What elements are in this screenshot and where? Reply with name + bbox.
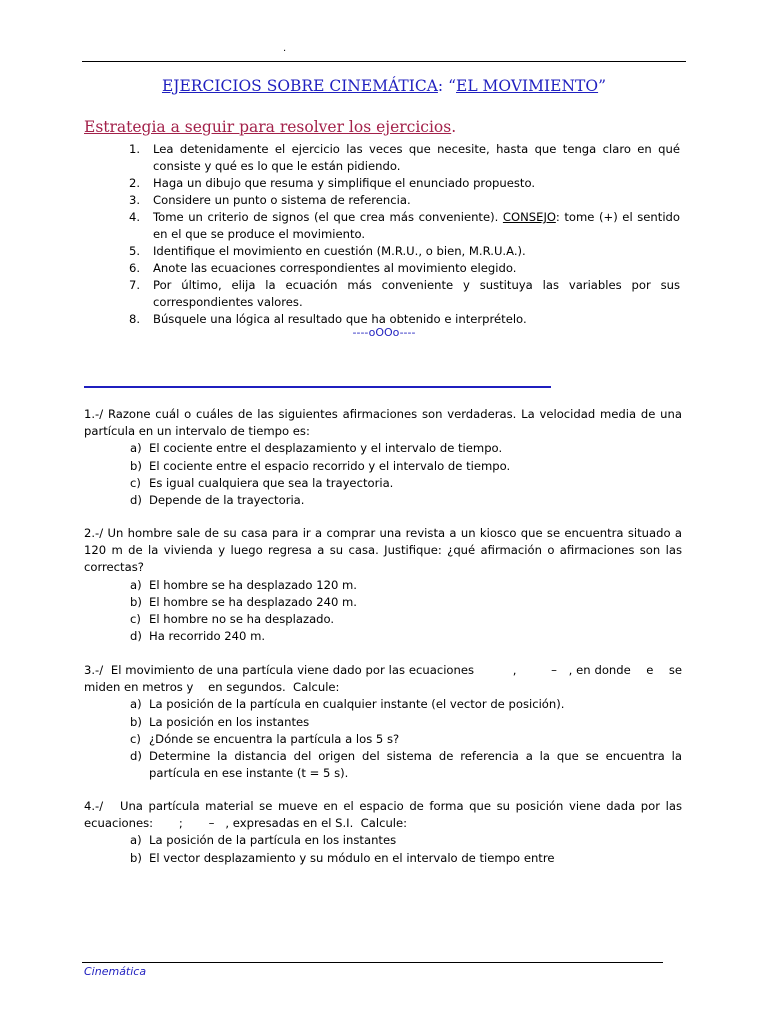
option-text: El cociente entre el desplazamiento y el intervalo de tiempo.: [149, 441, 503, 456]
step-item: [118, 260, 680, 277]
option-letter: c): [130, 475, 141, 490]
option-text: Depende de la trayectoria.: [149, 493, 305, 508]
strategy-heading: [84, 118, 456, 136]
question-intro: 2.-/ Un hombre sale de su casa para ir a comprar una revista a un kiosco que se encuentra situado a 120 m de la vivienda y luego regresa a su casa. Justifique: ¿qué afirmación o afirmaciones son las correctas?: [84, 526, 682, 575]
option-item: [84, 696, 682, 713]
option-text: El hombre se ha desplazado 120 m.: [149, 577, 357, 592]
step-text: Considere un punto o sistema de referencia.: [153, 193, 411, 207]
step-text: Anote las ecuaciones correspondientes al movimiento elegido.: [153, 261, 517, 275]
option-text: El vector desplazamiento y su módulo en el intervalo de tiempo entre: [149, 850, 555, 865]
option-letter: c): [130, 731, 141, 746]
option-text: El hombre no se ha desplazado.: [149, 612, 335, 627]
header-dot: .: [283, 43, 287, 54]
option-item: [84, 594, 682, 611]
option-item: [84, 475, 682, 492]
option-letter: a): [130, 697, 142, 712]
step-item: [118, 209, 680, 243]
question-intro: 3.-/ El movimiento de una partícula viene dado por las ecuaciones , – , en donde e se miden en metros y en segundos. Calcule:: [84, 663, 686, 695]
step-item: [118, 277, 680, 311]
option-letter: b): [130, 714, 142, 729]
title-sep: : “: [437, 77, 456, 95]
option-item: [84, 714, 682, 731]
option-text: La posición de la partícula en los instantes: [149, 833, 397, 848]
option-item: [84, 850, 682, 867]
step-text: Identifique el movimiento en cuestión (M.R.U., o bien, M.R.U.A.).: [153, 244, 526, 258]
page-title: [0, 77, 768, 95]
option-item: [84, 577, 682, 594]
question-intro: 4.-/ Una partícula material se mueve en el espacio de forma que su posición viene dada por las ecuaciones: ; – , expresadas en el S.I. Calcule:: [84, 799, 686, 831]
step-number: 3.: [129, 193, 141, 207]
step-number: 4.: [129, 210, 141, 224]
step-number: 7.: [129, 278, 141, 292]
footer-rule: [82, 962, 663, 963]
option-item: [84, 628, 682, 645]
option-letter: b): [130, 458, 142, 473]
option-text: Determine la distancia del origen del sistema de referencia a la que se encuentra la partícula en ese instante (t = 5 s).: [149, 749, 682, 781]
option-letter: a): [130, 833, 142, 848]
option-text: La posición en los instantes: [149, 714, 310, 729]
option-letter: b): [130, 594, 142, 609]
title-part1: EJERCICIOS SOBRE CINEMÁTICA: [161, 77, 438, 95]
step-item: [118, 243, 680, 260]
step-text: Lea detenidamente el ejercicio las veces que necesite, hasta que tenga claro en qué consiste y qué es lo que le están pidiendo.: [153, 142, 680, 173]
option-item: [84, 748, 682, 782]
step-text: Haga un dibujo que resuma y simplifique el enunciado propuesto.: [153, 176, 536, 190]
step-text: Búsquele una lógica al resultado que ha obtenido e interprételo.: [153, 312, 527, 326]
step-number: 2.: [129, 176, 141, 190]
option-item: [84, 611, 682, 628]
question-3: [84, 662, 686, 782]
step-number: 6.: [129, 261, 141, 275]
step-text-before: Tome un criterio de signos (el que crea más conveniente).: [153, 210, 503, 224]
option-item: [84, 492, 682, 509]
option-text: La posición de la partícula en cualquier instante (el vector de posición).: [149, 697, 565, 712]
step-item: [118, 175, 680, 192]
consejo-label: CONSEJO: [502, 210, 556, 224]
option-letter: b): [130, 850, 142, 865]
option-text: El hombre se ha desplazado 240 m.: [149, 594, 357, 609]
step-item: [118, 192, 680, 209]
footer-label: Cinemática: [84, 965, 147, 978]
question-4: [84, 798, 686, 867]
strategy-heading-end: .: [451, 118, 457, 136]
step-text-after: : tome (+) el sentido en el que se produce el movimiento.: [153, 210, 680, 241]
step-text: Por último, elija la ecuación más conveniente y sustituya las variables por sus correspondientes valores.: [153, 278, 680, 309]
step-number: 8.: [129, 312, 141, 326]
option-letter: a): [130, 441, 142, 456]
option-text: El cociente entre el espacio recorrido y el intervalo de tiempo.: [149, 458, 511, 473]
option-text: Ha recorrido 240 m.: [149, 629, 266, 644]
option-letter: d): [130, 493, 142, 508]
option-item: [84, 731, 682, 748]
question-1: [84, 406, 682, 509]
option-item: [84, 458, 682, 475]
blue-divider: [84, 386, 551, 388]
option-letter: c): [130, 612, 141, 627]
option-item: [84, 832, 682, 849]
option-letter: a): [130, 577, 142, 592]
option-letter: d): [130, 629, 142, 644]
option-text: ¿Dónde se encuentra la partícula a los 5 s?: [149, 731, 400, 746]
step-number: 1.: [129, 142, 141, 156]
option-letter: d): [130, 749, 142, 764]
header-rule: [82, 61, 686, 62]
strategy-heading-text: Estrategia a seguir para resolver los ejercicios: [84, 118, 452, 136]
step-number: 5.: [129, 244, 141, 258]
section-separator: ----oOOo----: [352, 326, 416, 339]
question-intro: 1.-/ Razone cuál o cuáles de las siguientes afirmaciones son verdaderas. La velocidad media de una partícula en un intervalo de tiempo es:: [84, 407, 682, 439]
question-2: [84, 525, 682, 645]
option-text: Es igual cualquiera que sea la trayectoria.: [149, 475, 394, 490]
title-end: ”: [598, 77, 607, 95]
step-item: [118, 141, 680, 175]
title-part2: EL MOVIMIENTO: [456, 77, 599, 95]
strategy-steps: [118, 141, 680, 328]
option-item: [84, 440, 682, 457]
